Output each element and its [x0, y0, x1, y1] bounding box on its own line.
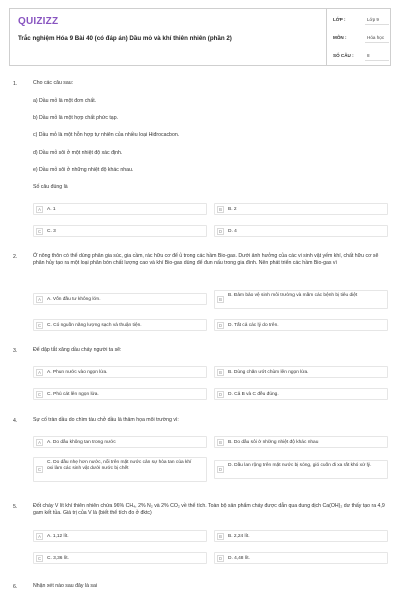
page-title: Trắc nghiệm Hóa 9 Bài 40 (có đáp án) Dầu mỏ và khí thiên nhiên (phần 2) — [18, 35, 232, 42]
question-text: Để dập tắt xăng dầu cháy người ta sẽ: — [33, 347, 122, 353]
option-letter: D — [218, 556, 223, 561]
meta-value: Lớp 9 — [367, 17, 379, 22]
answer-option-a[interactable] — [33, 203, 207, 215]
option-text: A. Vốn đầu tư không lớn. — [47, 297, 101, 302]
answer-option-a[interactable] — [33, 293, 207, 305]
question-number: 1. — [13, 81, 18, 87]
option-letter: B — [217, 439, 224, 446]
statement: e) Dầu mỏ sôi ở những nhiệt độ khác nhau. — [33, 167, 134, 173]
question-prompt: Số câu đúng là — [33, 184, 68, 190]
option-text: B. Đảm bảo vệ sinh môi trường và mầm các bệnh bị tiêu diệt — [228, 293, 358, 298]
question-text: Cho các câu sau: — [33, 80, 74, 86]
statement: b) Dầu mỏ là một hợp chất phức tạp. — [33, 115, 119, 121]
meta-label: SỐ CÂU : — [333, 53, 354, 58]
meta-grade — [327, 11, 393, 27]
answer-option-c[interactable] — [33, 457, 207, 482]
option-letter: D — [218, 467, 223, 472]
answer-option-b[interactable] — [214, 290, 388, 309]
answer-option-c[interactable] — [33, 319, 207, 331]
option-text: C. Có nguồn năng lượng sạch và thuận tiện. — [47, 323, 142, 328]
option-letter: D — [218, 392, 223, 397]
statement: d) Dầu mỏ sôi ở một nhiệt độ xác định. — [33, 150, 123, 156]
option-letter: D — [218, 229, 223, 234]
answer-option-a[interactable] — [33, 436, 207, 448]
option-text: C. Phủ cát lên ngọn lửa. — [47, 392, 99, 397]
meta-value: Hóa học — [367, 35, 385, 40]
question-text: Đốt cháy V lít khí thiên nhiên chứa 96% CH₄, 2% N₂ và 2% CO₂ về thể tích. Toàn bộ sản phẩm cháy được dẫn qua dung dịch Ca(OH)₂ dư thấy tạo ra 4,9 gam kết tủa. Giá trị của V là (biết thể tích đo ở đktc) — [33, 503, 385, 516]
answer-option-a[interactable] — [33, 530, 207, 542]
option-letter: B — [217, 206, 224, 213]
question-text: Sự cố tràn dầu do chìm tàu chở dầu là thảm họa môi trường vì: — [33, 417, 179, 423]
meta-label: LỚP : — [333, 17, 346, 22]
option-letter: C — [37, 229, 42, 234]
option-letter: A — [36, 296, 43, 303]
answer-option-a[interactable] — [33, 366, 207, 378]
question-text: Ở nông thôn có thể dùng phân gia súc, gia cầm, rác hữu cơ để ủ trong các hầm Bio-gas. Dưới ảnh hưởng của các vi sinh vật yếm khí, chất hữu cơ sẽ phân hủy tạo ra một loại phân bón chất lượng cao và khí Bio-gas dùng để đun nấu trong gia đình. Nên phát triển các hầm Bio-gas vì — [33, 253, 379, 266]
question-number: 5. — [13, 504, 18, 510]
answer-option-b[interactable] — [214, 366, 388, 378]
option-text: B. Dùng chăn ướt chùm lên ngọn lửa. — [228, 370, 309, 375]
statement: a) Dầu mỏ là một đơn chất. — [33, 98, 97, 104]
option-letter: A — [36, 206, 43, 213]
option-text: A. 1 — [47, 207, 56, 212]
option-text: D. Tất cả các lý do trên. — [228, 323, 279, 328]
option-letter: D — [218, 323, 223, 328]
meta-label: MÔN : — [333, 35, 347, 40]
option-text: C. Do dầu nhẹ hơn nước, nổi trên mặt nước cản sự hòa tan của khí oxi làm các sinh vật dưới nước bị chết — [47, 460, 192, 471]
option-letter: B — [217, 296, 224, 303]
meta-value: 8 — [367, 53, 370, 58]
answer-option-d[interactable] — [214, 460, 388, 479]
quizizz-logo: QUIZIZZ — [18, 16, 59, 27]
answer-option-b[interactable] — [214, 530, 388, 542]
option-text: B. 2 — [228, 207, 237, 212]
option-letter: C — [37, 467, 42, 472]
divider — [365, 24, 389, 25]
answer-option-c[interactable] — [33, 225, 207, 237]
option-letter: C — [37, 323, 42, 328]
answer-option-c[interactable] — [33, 552, 207, 564]
answer-option-b[interactable] — [214, 436, 388, 448]
answer-option-b[interactable] — [214, 203, 388, 215]
question-number: 3. — [13, 348, 18, 354]
option-text: A. Do dầu không tan trong nước — [47, 440, 116, 445]
statement: c) Dầu mỏ là một hỗn hợp tự nhiên của nhiều loại Hiđrocacbon. — [33, 132, 180, 138]
option-text: D. 4 — [228, 229, 237, 234]
option-letter: A — [36, 533, 43, 540]
divider — [365, 42, 389, 43]
question-number: 6. — [13, 584, 18, 590]
option-text: C. 3,36 lít. — [47, 556, 69, 561]
answer-option-d[interactable] — [214, 552, 388, 564]
option-letter: C — [37, 556, 42, 561]
option-text: D. Cả B và C đều đúng. — [228, 392, 279, 397]
meta-box — [326, 9, 393, 65]
question-number: 4. — [13, 418, 18, 424]
option-letter: B — [217, 369, 224, 376]
option-text: A. 1,12 lít. — [47, 534, 69, 539]
option-text: A. Phun nước vào ngọn lửa. — [47, 370, 108, 375]
divider — [365, 60, 389, 61]
answer-option-d[interactable] — [214, 225, 388, 237]
option-letter: A — [36, 439, 43, 446]
question-number: 2. — [13, 254, 18, 260]
question-text: Nhận xét nào sau đây là sai — [33, 583, 98, 589]
meta-subject — [327, 29, 393, 45]
option-text: D. 4,48 lít. — [228, 556, 250, 561]
option-letter: A — [36, 369, 43, 376]
option-text: B. 2,24 lít. — [228, 534, 250, 539]
option-letter: C — [37, 392, 42, 397]
meta-count — [327, 47, 393, 63]
option-text: D. Dầu lan rộng trên mặt nước bị sóng, gió cuốn đi xa rất khó xử lý. — [228, 463, 372, 468]
answer-option-d[interactable] — [214, 319, 388, 331]
answer-option-c[interactable] — [33, 388, 207, 400]
option-letter: B — [217, 533, 224, 540]
worksheet-header — [9, 8, 391, 66]
option-text: C. 3 — [47, 229, 56, 234]
option-text: B. Do dầu sôi ở những nhiệt độ khác nhau — [228, 440, 319, 445]
answer-option-d[interactable] — [214, 388, 388, 400]
